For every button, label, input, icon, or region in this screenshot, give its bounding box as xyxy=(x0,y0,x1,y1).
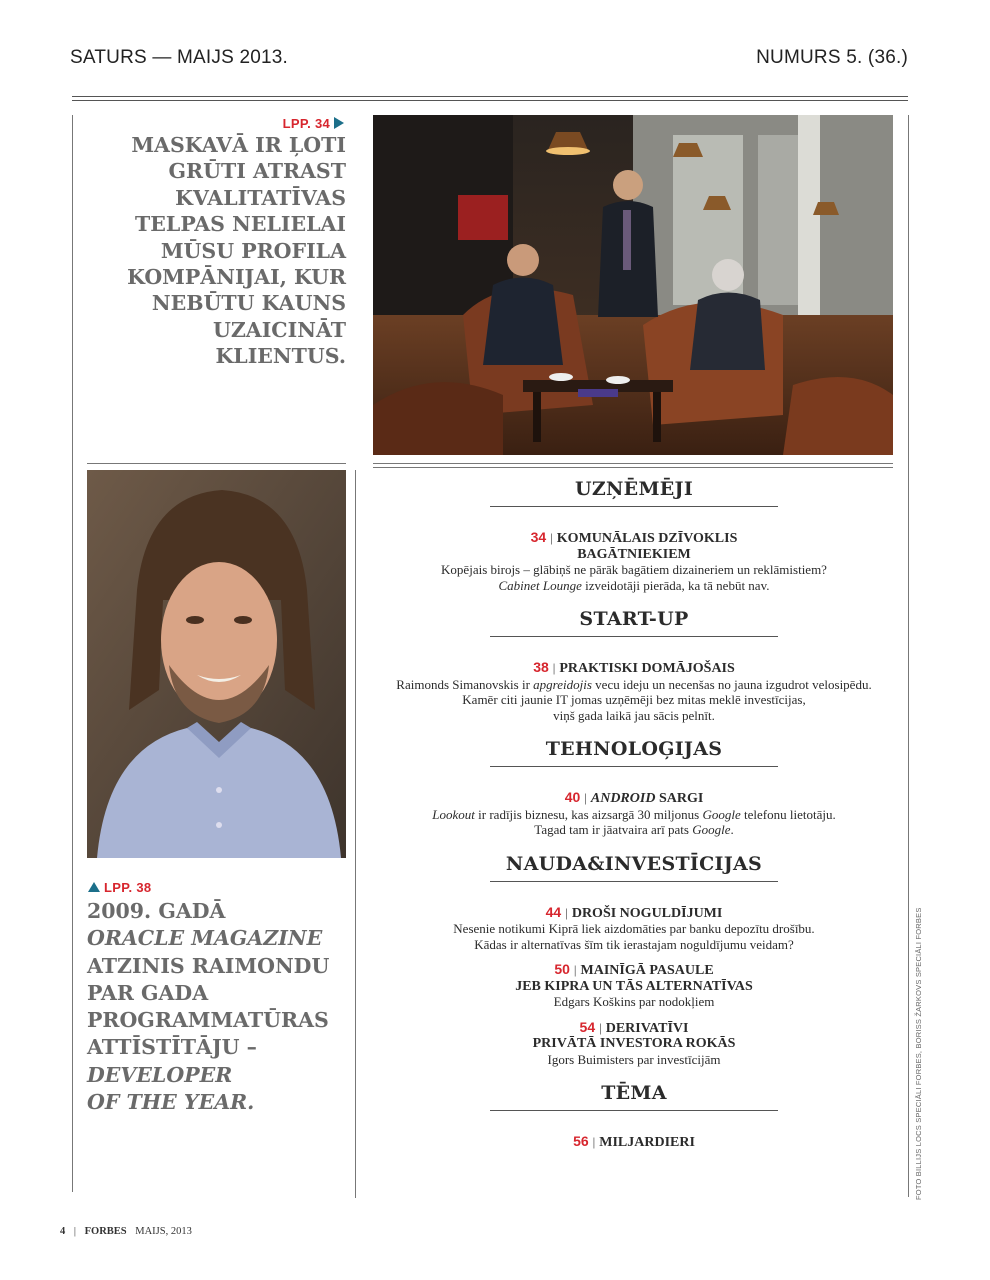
entry-title: MILJARDIERI xyxy=(599,1135,695,1150)
table-of-contents xyxy=(360,478,908,1151)
description-text: viņš gada laikā jau sācis pelnīt. xyxy=(553,707,715,723)
header-rule xyxy=(72,96,908,97)
header-issue-number: NUMURS 5. (36.) xyxy=(756,47,908,68)
separator: | xyxy=(584,790,587,805)
magazine-name: FORBES xyxy=(84,1226,127,1237)
separator: | xyxy=(565,904,568,920)
toc-entry-heading xyxy=(360,660,908,677)
pull-quote-line: KLIENTUS. xyxy=(215,344,346,369)
pull-quote-line: PROGRAMMATŪRAS xyxy=(87,1008,329,1033)
description-text: Tagad tam ir jāatvaira arī pats xyxy=(534,822,693,837)
header-section-date: SATURS — MAIJS 2013. xyxy=(70,47,288,68)
toc-section xyxy=(360,608,908,723)
toc-entry xyxy=(360,1134,908,1151)
description-text: ir radījis biznesu, kas aizsargā 30 miljonus xyxy=(474,806,703,822)
description-text: Nesenie notikumi Kiprā liek aizdomāties par banku depozītu drošību. xyxy=(453,921,815,936)
section-rule xyxy=(490,636,778,637)
entry-title: MAINĪGĀ PASAULE xyxy=(580,963,714,978)
pull-quote-line: ATTĪSTĪTĀJU – xyxy=(87,1035,257,1060)
description-text: Google xyxy=(692,822,731,837)
entry-description xyxy=(360,1052,908,1068)
description-text: Kamēr citi jaunie IT jomas uzņēmēji bez mitas meklē investīcijas, xyxy=(462,692,806,707)
entry-title: BAGĀTNIEKIEM xyxy=(577,546,691,562)
page-ref-label: LPP. 34 xyxy=(282,116,330,131)
column-divider-left xyxy=(72,115,73,1192)
section-rule xyxy=(373,463,893,464)
entry-title: KOMUNĀLAIS DZĪVOKLIS xyxy=(556,531,738,546)
column-divider-middle xyxy=(355,470,356,1198)
arrow-up-icon xyxy=(88,882,100,892)
entry-description xyxy=(360,937,908,953)
entry-description xyxy=(360,822,908,838)
section-rule xyxy=(490,1110,778,1111)
section-title: START-UP xyxy=(579,608,689,630)
entry-description xyxy=(360,921,908,937)
page-number: 44 xyxy=(545,903,562,920)
pull-quote-line: TELPAS NELIELAI xyxy=(135,212,346,237)
entry-title: SARGI xyxy=(655,791,704,806)
pull-quote-line: MŪSU PROFILA xyxy=(160,238,346,263)
description-text: Google xyxy=(702,806,741,822)
office-lounge-photo xyxy=(373,115,893,455)
toc-entry-heading xyxy=(360,1020,908,1037)
section-rule xyxy=(490,506,778,507)
description-text: vecu ideju un necenšas no jauna izgudrot velosipēdu. xyxy=(591,676,872,692)
separator: | xyxy=(573,962,577,977)
pull-quote-line: 2009. GADĀ xyxy=(87,899,226,923)
entry-description xyxy=(360,677,908,693)
toc-section xyxy=(360,1082,908,1151)
section-rule xyxy=(87,463,346,464)
portrait-photo xyxy=(87,470,346,858)
pull-quote-page-ref xyxy=(283,115,344,133)
toc-section xyxy=(360,478,908,593)
section-title: TEHNOLOĢIJAS xyxy=(545,738,723,760)
description-text: Lookout xyxy=(432,806,475,822)
description-text: apgreidojis xyxy=(533,676,592,692)
entry-title: PRIVĀTĀ INVESTORA ROKĀS xyxy=(532,1036,736,1051)
pull-quote-line: ORACLE MAGAZINE xyxy=(87,926,323,951)
description-text: telefonu lietotāju. xyxy=(740,806,836,822)
pull-quote-line: GRŪTI ATRAST xyxy=(168,159,346,184)
toc-entry-heading xyxy=(360,905,908,922)
pull-quote-line: PAR GADA xyxy=(87,980,209,1005)
column-divider-right xyxy=(908,115,909,1197)
photo-credit: FOTO BILLIJS LOCS SPECIĀLI FORBES, BORISS ŽARKOVS SPECIĀLI FORBES xyxy=(914,907,923,1200)
toc-entry xyxy=(360,905,908,953)
description-text: Cabinet Lounge xyxy=(498,577,582,593)
pull-quote-line: UZAICINĀT xyxy=(212,317,346,342)
separator: | xyxy=(550,530,553,545)
toc-entry-heading xyxy=(360,962,908,979)
entry-title: PRAKTISKI DOMĀJOŠAIS xyxy=(559,661,735,676)
pull-quote-line: DEVELOPER xyxy=(87,1062,233,1087)
header-rule xyxy=(72,100,908,101)
description-text: Raimonds Simanovskis ir xyxy=(396,676,534,692)
pull-quote-line: KVALITATĪVAS xyxy=(175,185,346,210)
separator: | xyxy=(552,660,556,675)
pull-quote-page-ref xyxy=(88,879,151,897)
pull-quote-top xyxy=(110,132,346,370)
entry-description xyxy=(360,578,908,594)
page-number: 38 xyxy=(533,659,549,675)
section-rule xyxy=(490,766,778,767)
description-text: Kādas ir alternatīvas šīm tik ierastajam noguldījumu veidam? xyxy=(474,936,794,952)
entry-title: DROŠI NOGULDĪJUMI xyxy=(571,905,723,921)
entry-description xyxy=(360,692,908,708)
description-text: . xyxy=(730,822,734,837)
page-number: 50 xyxy=(554,961,570,977)
separator: | xyxy=(599,1019,602,1035)
pull-quote-line: KOMPĀNIJAI, KUR xyxy=(127,265,346,290)
entry-title: DERIVATĪVI xyxy=(605,1020,689,1036)
toc-entry-heading xyxy=(360,530,908,547)
toc-entry-heading xyxy=(360,790,908,807)
entry-description xyxy=(360,994,908,1010)
section-rule xyxy=(373,467,893,468)
toc-entry xyxy=(360,790,908,838)
description-text: Igors Buimisters par investīcijām xyxy=(547,1051,721,1067)
toc-entry xyxy=(360,1020,908,1068)
entry-title: JEB KIPRA UN TĀS ALTERNATĪVAS xyxy=(515,978,753,994)
toc-section xyxy=(360,853,908,1068)
toc-entry-heading xyxy=(360,1134,908,1151)
section-title: UZŅĒMĒJI xyxy=(574,478,694,500)
footer-separator: | xyxy=(73,1226,76,1237)
pull-quote-line: ATZINIS RAIMONDU xyxy=(87,953,330,978)
page-ref-label: LPP. 38 xyxy=(104,880,152,895)
description-text: Kopējais birojs – glābiņš ne pārāk bagātiem dizaineriem un reklāmistiem? xyxy=(441,562,827,577)
entry-title: ANDROID xyxy=(590,791,656,806)
description-text: Edgars Koškins par nodokļiem xyxy=(553,994,715,1009)
pull-quote-line: NEBŪTU KAUNS xyxy=(151,291,346,316)
pull-quote-line: OF THE YEAR. xyxy=(87,1090,255,1115)
page-number: 40 xyxy=(564,789,581,805)
entry-description xyxy=(360,562,908,578)
pull-quote-line: MASKAVĀ IR ĻOTI xyxy=(131,133,346,157)
toc-entry xyxy=(360,962,908,1010)
entry-description xyxy=(360,807,908,823)
entry-description xyxy=(360,708,908,724)
page-number: 54 xyxy=(579,1018,596,1035)
separator: | xyxy=(592,1134,596,1149)
section-rule xyxy=(490,881,778,882)
pull-quote-bottom xyxy=(87,898,347,1116)
footer-date: MAIJS, 2013 xyxy=(135,1226,192,1237)
page-number: 4 xyxy=(60,1226,66,1237)
toc-entry xyxy=(360,660,908,723)
section-title: NAUDA&INVESTĪCIJAS xyxy=(505,852,763,875)
toc-section xyxy=(360,738,908,838)
description-text: izveidotāji pierāda, ka tā nebūt nav. xyxy=(581,577,770,593)
page-number: 34 xyxy=(530,529,547,545)
toc-entry xyxy=(360,530,908,593)
arrow-right-icon xyxy=(334,117,344,129)
page-footer xyxy=(60,1226,192,1237)
page-number: 56 xyxy=(573,1133,589,1149)
section-title: TĒMA xyxy=(601,1082,667,1104)
